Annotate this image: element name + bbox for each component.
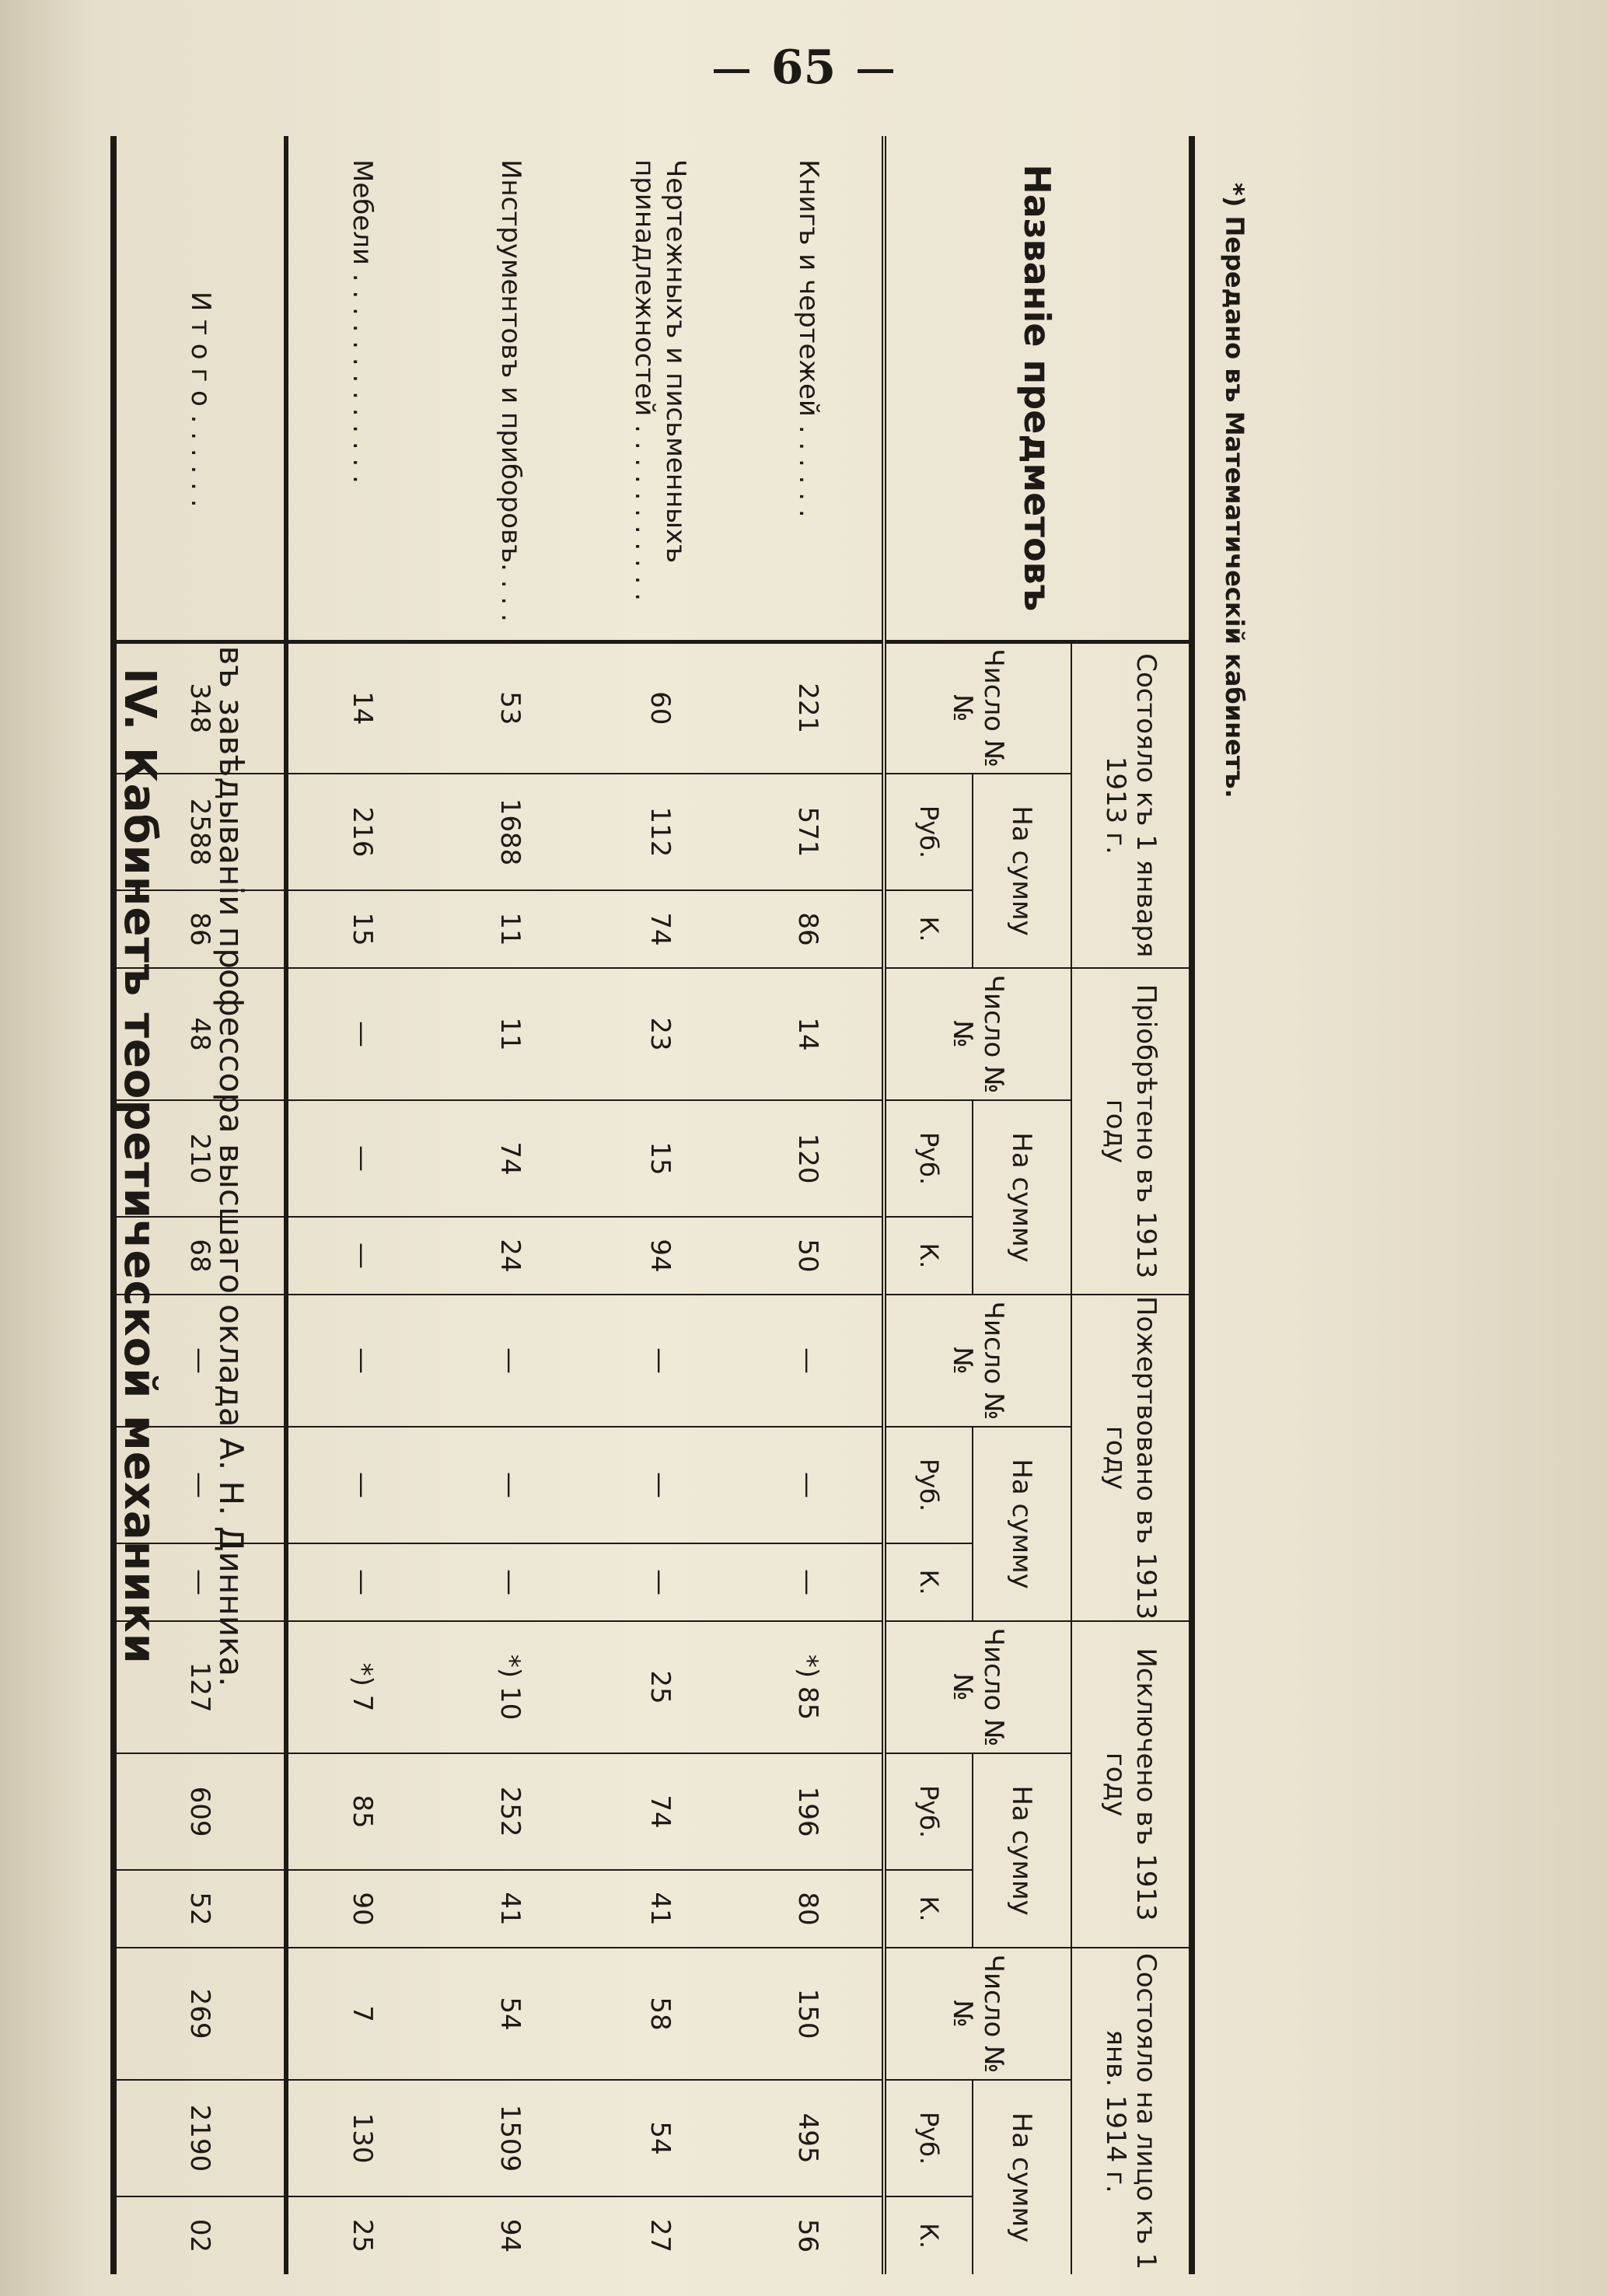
total-cell: 02	[114, 2196, 286, 2274]
table-cell: —	[435, 1543, 585, 1621]
table-cell: 252	[435, 1753, 585, 1870]
total-cell: 609	[114, 1753, 286, 1870]
table-cell: —	[735, 1427, 884, 1543]
table-cell: 130	[286, 2080, 435, 2196]
sum-header: На сумму	[973, 1753, 1071, 1948]
count-header: Число №№	[884, 641, 1071, 774]
inventory-table-wrap	[110, 136, 1195, 2270]
total-cell: 86	[114, 890, 286, 968]
footnote: *) Передано въ Математическій кабинетъ.	[1220, 183, 1249, 799]
table-cell: 94	[435, 2196, 585, 2274]
table-cell: 23	[585, 968, 734, 1100]
table-cell: —	[585, 1427, 734, 1543]
page-number-value: 65	[770, 40, 837, 95]
table-cell: 60	[585, 641, 734, 774]
table-cell: 25	[286, 2196, 435, 2274]
count-header: Число №№	[884, 1621, 1071, 1753]
table-row	[435, 136, 585, 2274]
table-cell: 7	[286, 1948, 435, 2080]
table-cell: 216	[286, 774, 435, 890]
group-header-1913-start: Состояло къ 1 января 1913 г.	[1071, 641, 1192, 968]
table-cell: 74	[585, 890, 734, 968]
sum-header: На сумму	[973, 774, 1071, 968]
kop-header: К.	[884, 1217, 973, 1295]
table-cell: 56	[735, 2196, 884, 2274]
table-cell: *) 7	[286, 1621, 435, 1753]
total-cell: —	[114, 1295, 286, 1427]
table-cell: 495	[735, 2080, 884, 2196]
total-row	[114, 136, 286, 2274]
table-cell: *) 85	[735, 1621, 884, 1753]
total-cell: 2588	[114, 774, 286, 890]
section-subtitle: въ завѣдываніи профессора высшаго оклада А. Н. Динника.	[212, 645, 250, 1687]
table-cell: —	[286, 968, 435, 1100]
table-cell: 86	[735, 890, 884, 968]
sum-header: На сумму	[973, 1100, 1071, 1295]
name-column-header: Названіе предметовъ	[884, 136, 1192, 641]
table-cell: 74	[585, 1753, 734, 1870]
total-cell: 52	[114, 1870, 286, 1948]
table-cell: 150	[735, 1948, 884, 2080]
table-cell: —	[735, 1543, 884, 1621]
table-cell: 94	[585, 1217, 734, 1295]
table-cell: 25	[585, 1621, 734, 1753]
inventory-table	[110, 136, 1195, 2274]
table-cell: 54	[435, 1948, 585, 2080]
table-cell: —	[435, 1295, 585, 1427]
table-cell: 571	[735, 774, 884, 890]
table-cell: 14	[735, 968, 884, 1100]
table-cell: —	[585, 1543, 734, 1621]
total-cell: 68	[114, 1217, 286, 1295]
table-cell: 11	[435, 968, 585, 1100]
table-cell: 53	[435, 641, 585, 774]
table-row	[585, 136, 734, 2274]
page-number	[0, 40, 1607, 95]
row-label: Чертежныхъ и письменныхъ принадлежностей . . . . . . . . . . .	[628, 159, 692, 602]
table-cell: 58	[585, 1948, 734, 2080]
table-cell: —	[286, 1100, 435, 1217]
rub-header: Руб.	[884, 1100, 973, 1217]
table-cell: 50	[735, 1217, 884, 1295]
table-cell: 112	[585, 774, 734, 890]
table-cell: —	[286, 1427, 435, 1543]
table-cell: 90	[286, 1870, 435, 1948]
table-cell: 80	[735, 1870, 884, 1948]
table-cell: 1509	[435, 2080, 585, 2196]
kop-header: К.	[884, 1543, 973, 1621]
table-cell: 74	[435, 1100, 585, 1217]
sum-header: На сумму	[973, 1427, 1071, 1621]
rub-header: Руб.	[884, 1753, 973, 1870]
table-cell: 221	[735, 641, 884, 774]
section-title: IV. Кабинетъ теоретической механики	[114, 668, 165, 1665]
total-cell: 127	[114, 1621, 286, 1753]
dash-right	[858, 69, 893, 73]
table-cell: 24	[435, 1217, 585, 1295]
group-header-1914-start: Состояло на лицо къ 1 янв. 1914 г.	[1071, 1948, 1192, 2274]
rub-header: Руб.	[884, 774, 973, 890]
group-header-excluded: Исключено въ 1913 году	[1071, 1621, 1192, 1948]
group-header-donated: Пожертвовано въ 1913 году	[1071, 1295, 1192, 1621]
sum-header: На сумму	[973, 2080, 1071, 2274]
rotated-sheet	[75, 136, 1459, 2270]
row-label: Мебели . . . . . . . . . . . . .	[346, 159, 378, 484]
group-header-acquired: Пріобрѣтено въ 1913 году	[1071, 968, 1192, 1295]
table-cell: 11	[435, 890, 585, 968]
table-cell: —	[286, 1295, 435, 1427]
table-cell: 41	[585, 1870, 734, 1948]
table-cell: —	[585, 1295, 734, 1427]
table-cell: 15	[585, 1100, 734, 1217]
total-cell: —	[114, 1427, 286, 1543]
kop-header: К.	[884, 2196, 973, 2274]
row-label: Книгъ и чертежей . . . . . .	[792, 159, 824, 518]
total-cell: 210	[114, 1100, 286, 1217]
table-cell: 196	[735, 1753, 884, 1870]
table-cell: 41	[435, 1870, 585, 1948]
count-header: Число №№	[884, 1948, 1071, 2080]
total-cell: 2190	[114, 2080, 286, 2196]
table-row	[735, 136, 884, 2274]
count-header: Число №№	[884, 968, 1071, 1100]
rub-header: Руб.	[884, 1427, 973, 1543]
table-cell: 14	[286, 641, 435, 774]
total-cell: 269	[114, 1948, 286, 2080]
table-cell: 85	[286, 1753, 435, 1870]
kop-header: К.	[884, 1870, 973, 1948]
table-cell: —	[735, 1295, 884, 1427]
total-cell: 348	[114, 641, 286, 774]
table-row	[286, 136, 435, 2274]
table-cell: *) 10	[435, 1621, 585, 1753]
count-header: Число №№	[884, 1295, 1071, 1427]
table-cell: 27	[585, 2196, 734, 2274]
table-cell: —	[435, 1427, 585, 1543]
rub-header: Руб.	[884, 2080, 973, 2196]
kop-header: К.	[884, 890, 973, 968]
dash-left	[714, 69, 749, 73]
table-cell: 54	[585, 2080, 734, 2196]
table-cell: —	[286, 1217, 435, 1295]
table-cell: 120	[735, 1100, 884, 1217]
table-cell: 15	[286, 890, 435, 968]
table-cell: 1688	[435, 774, 585, 890]
row-label: Инструментовъ и приборовъ. . . .	[494, 159, 526, 622]
total-cell: —	[114, 1543, 286, 1621]
table-cell: —	[286, 1543, 435, 1621]
total-cell: 48	[114, 968, 286, 1100]
total-label: И т о г о . . . . . .	[184, 291, 216, 508]
